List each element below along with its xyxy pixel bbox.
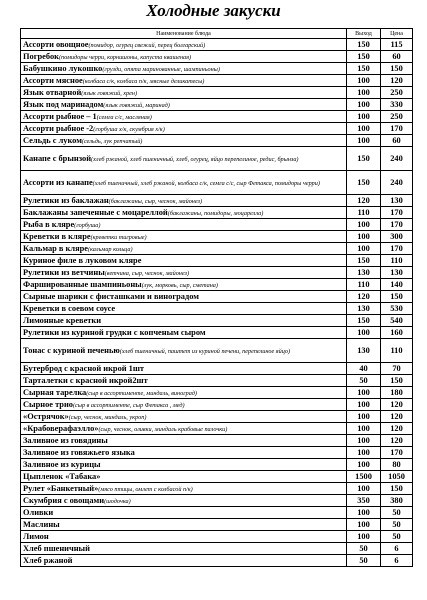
dish-description: (семга с/с, масляная) (96, 113, 152, 121)
dish-name: Фаршированные шампиньоны (23, 279, 142, 289)
menu-item-row (21, 99, 413, 111)
dish-output: 100 (347, 399, 381, 411)
dish-cell (21, 375, 347, 387)
menu-item-row (21, 279, 413, 291)
dish-description: (горбуша) (74, 221, 101, 229)
dish-output: 100 (347, 459, 381, 471)
dish-description: (сыр, чеснок, оливки, миндаль крабовые палочки) (98, 425, 228, 433)
dish-price: 130 (381, 267, 413, 279)
dish-output: 100 (347, 387, 381, 399)
page-title: Холодные закуски (146, 1, 281, 20)
dish-name: Сырное трио (23, 399, 73, 409)
dish-name: Сырные шарики с фисташками и виноградом (23, 292, 199, 301)
dish-cell (21, 111, 347, 123)
dish-price: 250 (381, 111, 413, 123)
dish-description: (шодочка) (104, 497, 131, 505)
dish-description: (лук, морковь, сыр, сметана) (141, 281, 218, 289)
dish-cell (21, 483, 347, 495)
dish-price: 1050 (381, 471, 413, 483)
dish-description: (язык говяжий, хрен) (81, 89, 138, 97)
dish-name: Хлеб ржаной (23, 556, 73, 565)
dish-description: (грузди, опята маринованные, шампиньоны) (102, 65, 220, 73)
dish-name: Рулетики из баклажан (23, 195, 109, 205)
menu-item-row (21, 339, 413, 363)
dish-name: Заливное из говяжьего языка (23, 448, 135, 457)
dish-output: 150 (347, 39, 381, 51)
dish-price: 110 (381, 255, 413, 267)
dish-output: 120 (347, 291, 381, 303)
dish-name: Рулетики из ветчины (23, 267, 105, 277)
dish-output: 150 (347, 147, 381, 171)
dish-name: Ассорти из канапе (23, 177, 93, 187)
dish-name: Кальмар в кляре (23, 243, 88, 253)
dish-description: (кальмар кольца) (87, 245, 133, 253)
dish-price: 170 (381, 207, 413, 219)
dish-price: 170 (381, 243, 413, 255)
dish-description: (хлеб ржаной, хлеб пшеничный, хлеб, огурец, яйцо перепелиное, редис, брынза) (91, 155, 299, 163)
dish-cell (21, 411, 347, 423)
dish-output: 100 (347, 531, 381, 543)
dish-price: 240 (381, 171, 413, 195)
dish-name: Сельдь с луком (23, 135, 82, 145)
dish-name: Рулетики из куриной грудки с копченым сыром (23, 328, 206, 337)
dish-price: 530 (381, 303, 413, 315)
dish-output: 100 (347, 507, 381, 519)
dish-cell (21, 447, 347, 459)
dish-name: Цыпленок «Табака» (23, 472, 101, 481)
dish-cell (21, 39, 347, 51)
dish-cell (21, 219, 347, 231)
dish-output: 100 (347, 483, 381, 495)
dish-price: 240 (381, 147, 413, 171)
menu-item-row (21, 363, 413, 375)
dish-cell (21, 195, 347, 207)
dish-name: Тарталетки с красной икрой2шт (23, 376, 148, 385)
menu-item-row (21, 135, 413, 147)
dish-output: 100 (347, 243, 381, 255)
dish-name: Заливное из говядины (23, 436, 108, 445)
dish-cell (21, 63, 347, 75)
dish-price: 60 (381, 135, 413, 147)
dish-price: 60 (381, 51, 413, 63)
dish-name: Лимонные креветки (23, 316, 102, 325)
menu-item-row (21, 171, 413, 195)
dish-output: 100 (347, 135, 381, 147)
menu-item-row (21, 459, 413, 471)
header-output: Выход (347, 29, 381, 39)
menu-item-row (21, 219, 413, 231)
dish-price: 110 (381, 339, 413, 363)
dish-name: Ассорти мясное (23, 75, 83, 85)
menu-item-row (21, 387, 413, 399)
dish-price: 330 (381, 99, 413, 111)
menu-item-row (21, 75, 413, 87)
dish-price: 120 (381, 423, 413, 435)
dish-output: 100 (347, 219, 381, 231)
dish-cell (21, 303, 347, 315)
dish-output: 50 (347, 543, 381, 555)
dish-price: 50 (381, 507, 413, 519)
menu-item-row (21, 555, 413, 567)
dish-name: Куриное филе в луковом кляре (23, 256, 142, 265)
dish-name: Погребок (23, 51, 59, 61)
dish-price: 170 (381, 123, 413, 135)
dish-output: 150 (347, 51, 381, 63)
dish-description: (сыр в ассортименте, миндаль, виноград) (86, 389, 197, 397)
dish-price: 170 (381, 219, 413, 231)
dish-price: 380 (381, 495, 413, 507)
menu-item-row (21, 411, 413, 423)
menu-item-row (21, 435, 413, 447)
dish-output: 150 (347, 63, 381, 75)
dish-name: Креветки в соевом соусе (23, 304, 116, 313)
dish-name: Оливки (23, 508, 54, 517)
dish-price: 130 (381, 195, 413, 207)
menu-item-row (21, 39, 413, 51)
dish-cell (21, 543, 347, 555)
menu-item-row (21, 447, 413, 459)
dish-name: Бабушкино лукошко (23, 63, 103, 73)
dish-output: 350 (347, 495, 381, 507)
dish-price: 150 (381, 63, 413, 75)
menu-item-row (21, 483, 413, 495)
dish-cell (21, 123, 347, 135)
dish-description: (ветчина, сыр, чеснок, майонез) (104, 269, 190, 277)
dish-cell (21, 75, 347, 87)
menu-item-row (21, 375, 413, 387)
dish-output: 100 (347, 411, 381, 423)
dish-price: 6 (381, 543, 413, 555)
dish-cell (21, 291, 347, 303)
dish-cell (21, 507, 347, 519)
dish-cell (21, 555, 347, 567)
dish-cell (21, 135, 347, 147)
dish-description: (хлеб пшеничный, хлеб ржаной, колбаса с/к, семга с/с, сыр Фетакса, помидоры черри) (92, 179, 320, 187)
dish-price: 300 (381, 231, 413, 243)
dish-name: Скумбрия с овощами (23, 495, 105, 505)
dish-description: (баклажаны, сыр, чеснок, майонез) (108, 197, 203, 205)
dish-description: (мясо птицы, омлет с колбасой п/к) (98, 485, 193, 493)
dish-description: (хлеб пшеничный, паштет из куриной печени, перепелиное яйцо) (119, 347, 291, 355)
menu-item-row (21, 243, 413, 255)
dish-price: 160 (381, 327, 413, 339)
menu-item-row (21, 111, 413, 123)
dish-output: 100 (347, 123, 381, 135)
menu-item-row (21, 195, 413, 207)
header-price: Цена (381, 29, 413, 39)
dish-cell (21, 327, 347, 339)
dish-output: 110 (347, 279, 381, 291)
dish-price: 120 (381, 411, 413, 423)
dish-name: Канапе с брынзой (23, 153, 92, 163)
dish-output: 120 (347, 195, 381, 207)
menu-item-row (21, 291, 413, 303)
dish-cell (21, 279, 347, 291)
dish-price: 80 (381, 459, 413, 471)
dish-output: 40 (347, 363, 381, 375)
dish-description: (сельдь, лук репчатый) (81, 137, 143, 145)
dish-output: 100 (347, 519, 381, 531)
dish-price: 70 (381, 363, 413, 375)
dish-price: 120 (381, 399, 413, 411)
dish-price: 150 (381, 291, 413, 303)
dish-output: 150 (347, 315, 381, 327)
dish-name: Язык отварной (23, 87, 82, 97)
dish-description: (креветки тигровые) (90, 233, 147, 241)
menu-item-row (21, 231, 413, 243)
dish-cell (21, 255, 347, 267)
dish-name: Лимон (23, 532, 49, 541)
dish-price: 115 (381, 39, 413, 51)
dish-name: «Крабоверафаэлло» (23, 423, 99, 433)
dish-description: (колбаса с/к, колбаса п/к, мясные деликатесы) (82, 77, 205, 85)
dish-name: Рулет «Банкетный» (23, 483, 99, 493)
dish-output: 100 (347, 75, 381, 87)
menu-item-row (21, 207, 413, 219)
dish-output: 110 (347, 207, 381, 219)
dish-name: Язык под маринадом (23, 99, 104, 109)
dish-cell (21, 243, 347, 255)
menu-item-row (21, 51, 413, 63)
dish-name: Креветки в кляре (23, 231, 91, 241)
dish-output: 150 (347, 171, 381, 195)
dish-output: 130 (347, 303, 381, 315)
dish-output: 100 (347, 423, 381, 435)
dish-price: 180 (381, 387, 413, 399)
dish-price: 120 (381, 435, 413, 447)
dish-price: 540 (381, 315, 413, 327)
dish-cell (21, 519, 347, 531)
menu-item-row (21, 531, 413, 543)
dish-output: 50 (347, 375, 381, 387)
dish-name: Ассорти овощное (23, 39, 89, 49)
dish-price: 140 (381, 279, 413, 291)
dish-description: (сыр, чеснок, миндаль, укроп) (68, 413, 147, 421)
dish-cell (21, 267, 347, 279)
dish-cell (21, 207, 347, 219)
dish-name: Сырная тарелка (23, 387, 87, 397)
dish-name: Маслины (23, 520, 60, 529)
dish-price: 250 (381, 87, 413, 99)
dish-cell (21, 87, 347, 99)
dish-name: Заливное из курицы (23, 460, 101, 469)
dish-output: 130 (347, 267, 381, 279)
dish-cell (21, 423, 347, 435)
dish-name: Баклажаны запеченные с моцареллой (23, 207, 168, 217)
dish-price: 6 (381, 555, 413, 567)
dish-output: 100 (347, 111, 381, 123)
menu-item-row (21, 63, 413, 75)
dish-name: «Острячок» (23, 411, 69, 421)
header-row (21, 29, 413, 39)
dish-output: 50 (347, 555, 381, 567)
dish-name: Рыба в кляре (23, 219, 75, 229)
dish-output: 150 (347, 255, 381, 267)
menu-item-row (21, 423, 413, 435)
dish-description: (баклажаны, помидоры, моцарелла) (167, 209, 264, 217)
menu-item-row (21, 507, 413, 519)
dish-output: 100 (347, 327, 381, 339)
dish-name: Хлеб пшеничный (23, 544, 90, 553)
menu-item-row (21, 147, 413, 171)
menu-item-row (21, 315, 413, 327)
dish-description: (помидор, огурец свежий, перец болгарский) (88, 41, 206, 49)
dish-price: 150 (381, 483, 413, 495)
dish-price: 170 (381, 447, 413, 459)
dish-description: (горбуша х/к, скумбрия х/к) (93, 125, 165, 133)
dish-price: 50 (381, 519, 413, 531)
dish-name: Ассорти рыбное -2 (23, 123, 94, 133)
menu-item-row (21, 399, 413, 411)
menu-item-row (21, 495, 413, 507)
dish-price: 50 (381, 531, 413, 543)
dish-name: Ассорти рыбное – 1 (23, 111, 97, 121)
menu-table (20, 28, 413, 567)
dish-cell (21, 459, 347, 471)
menu-item-row (21, 123, 413, 135)
menu-item-row (21, 519, 413, 531)
header-name: Наименование блюда (21, 29, 347, 39)
dish-output: 130 (347, 339, 381, 363)
dish-description: (сыр в ассортименте, сыр Фетакса , мед) (72, 401, 185, 409)
dish-cell (21, 231, 347, 243)
dish-cell (21, 315, 347, 327)
dish-name: Бутерброд с красной икрой 1шт (23, 364, 145, 373)
dish-output: 100 (347, 447, 381, 459)
dish-output: 100 (347, 231, 381, 243)
dish-cell (21, 147, 347, 171)
dish-cell (21, 399, 347, 411)
menu-item-row (21, 267, 413, 279)
menu-item-row (21, 471, 413, 483)
dish-cell (21, 531, 347, 543)
dish-name: Тонас с куриной печенью (23, 345, 120, 355)
dish-price: 120 (381, 75, 413, 87)
dish-cell (21, 495, 347, 507)
dish-cell (21, 363, 347, 375)
dish-price: 150 (381, 375, 413, 387)
dish-cell (21, 435, 347, 447)
dish-output: 100 (347, 435, 381, 447)
dish-description: (помидоры черри, корнишоны, капуста квашеная) (58, 53, 192, 61)
menu-item-row (21, 87, 413, 99)
menu-item-row (21, 303, 413, 315)
dish-cell (21, 339, 347, 363)
dish-cell (21, 387, 347, 399)
menu-rows (21, 39, 413, 567)
dish-description: (язык говяжий, маринад) (103, 101, 170, 109)
menu-item-row (21, 255, 413, 267)
dish-output: 100 (347, 99, 381, 111)
dish-cell (21, 471, 347, 483)
dish-cell (21, 51, 347, 63)
menu-item-row (21, 327, 413, 339)
dish-output: 1500 (347, 471, 381, 483)
dish-cell (21, 171, 347, 195)
dish-cell (21, 99, 347, 111)
menu-item-row (21, 543, 413, 555)
dish-output: 100 (347, 87, 381, 99)
